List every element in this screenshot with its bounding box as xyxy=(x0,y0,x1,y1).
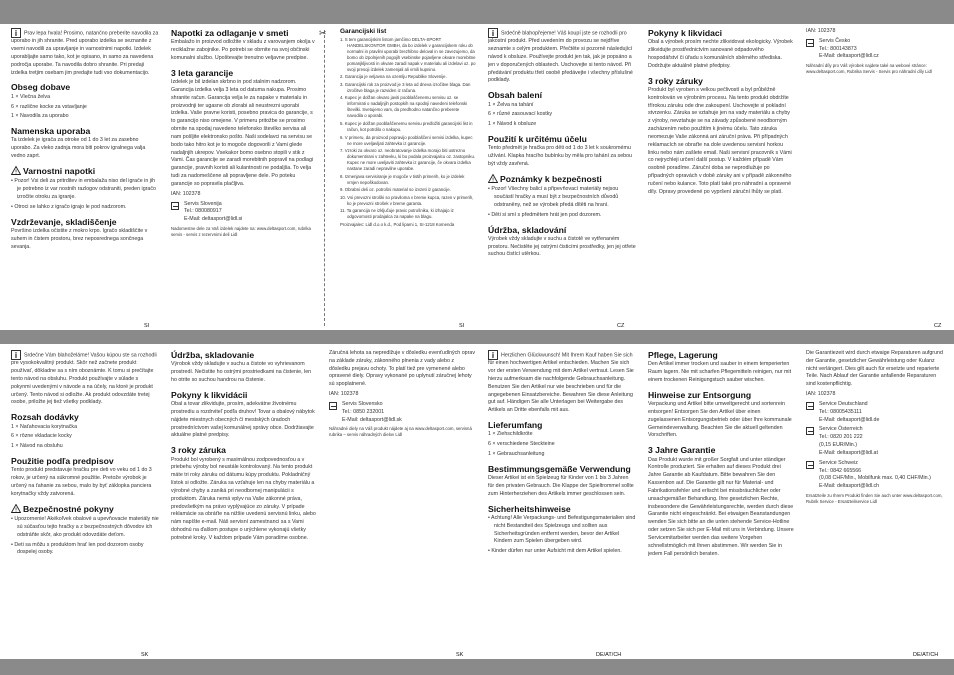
de-intro: Herzlichen Glückwunsch! Mit Ihrem Kauf haben Sie sich für einen hochwertigen Artikel entschieden. Machen Sie sich vor der ersten Verwendung mit dem Artikel vertraut. Lesen Sie hierzu aufmerksam die nachfolgende Gebrauchsanleitung. Benutzen Sie den Artikel nur wie beschrieben und für die angegebenen Einsatzbereiche. Bewahren Sie diese Anleitung gut auf. Händigen Sie alle Unterlagen bei Weitergabe des Artikels an Dritte ebenfalls mit aus. xyxy=(488,352,634,414)
warranty-item: 7. Vzroki za okvaro oz. neobratovanje izdelka morajo biti ustrezno dokumentirani v zahtevku, ki bo podala proizvajalcu oz. zastopniku. Kupec ne more uveljaviti zahtevka iz garancije, če okvara izdelka nastane zaradi nepravilne uporabe. xyxy=(340,148,476,172)
sl-obseg-1: 6 × različne kocke za vstavljanje xyxy=(11,103,87,110)
sk-spare-parts-note: Náhradné diely na Váš produkt nájdete aj na www.deltasport.com, servisná rubrika – servis náhradných dielov Lidl xyxy=(329,426,472,438)
cz-service-name: Servis Česko xyxy=(819,37,851,44)
cz-udrzba: Výrobek vždy skladujte v suchu a čistotě ve vytřenaném prostoru. Nečistěte jej ostrými čisticími prostředky, jen jej otřete suchou čistící utěrkou. xyxy=(488,235,636,258)
sk-pouzitie: Tento produkt predstavuje hračku pre deti vo veku od 1 do 3 rokov, je určený na súkromné použitie. Pretože výrobok je určený na ťahanie za sebou, malo by byť záklopka panciera korytnačky vždy zatvorená. xyxy=(11,467,152,497)
page-lang-label: CZ xyxy=(934,323,942,329)
warranty-item: 4. Kupec je dolžan okvaro javiti pooblaščenemu servisu oz. se informirati o nadaljnjih postopkih na spodnji navedeni telefonski številki. Svetujemo vam, da predhodno natančno preberete navodila o uporabi. xyxy=(340,95,468,119)
sl-garancija: Izdelek je bil izdelan skrbno in pod stalnim nadzorom. Garancija izdelka velja 3 leta od datuma nakupa. Prosimo shranite račun. Garancija velja le za napake v materialu in proizvodnji ter ugasne ob zlorabi ali neustrezni uporabi izdelka. Vaše pravne koristi, posebno pravica do garancije, s to garancijo niso omejene. V primeru pritožbe se prosimo obrnite na spodaj navedeno telefonsko številko servisa ali nam pošljite elektronsko pošto. Naši sodelavci na servisu se bodo tako hitro kot je to mogoče dogovorili z Vami glede nadaljnjih ukrepov. Vsekakor bomo osebno stopili v stik z Vami. Čas garancije se zaradi morebitnih popravil na podlagi garancije, pravnih koristi ali kulantnosti ne podaljša. To velja tudi za nadomeščene ali popravljene dele. Po poteku garancije so popravila plačljiva. xyxy=(171,79,314,187)
ch-service-tel: Tel.: 0842 665566 xyxy=(819,467,862,474)
sl-ian: IAN: 102378 xyxy=(171,190,201,197)
de-liefer-1: 6 × verschiedene Steckteine xyxy=(488,441,555,448)
warranty-item: 9. Obrabni deli oz. potrošni material so izvzeti iz garancije. xyxy=(340,187,451,193)
sk-heading-zaruka: 3 roky záruka xyxy=(171,445,226,456)
svg-text:!: ! xyxy=(15,169,17,176)
de-service-block xyxy=(806,401,946,424)
cz-service-block xyxy=(806,38,946,61)
warranty-item: 8. Izmenjava servisiranje je mogoče v tistih primerih, ko je izdelek vrnjen nepoškodovan. xyxy=(340,173,465,185)
sk-rozsah-0: 1 × Naťahovacia korytnačka xyxy=(11,423,78,430)
cz-poznamky-0: • Pozor! Všechny balicí a připevňovací materiály nejsou součástí hračky a musí být z bezpečnostních důvodů odstraněny, než se výrobek předá dítěti na hraní. xyxy=(488,186,619,208)
cz-pokyny: Obal a výrobek prosím nechte zlikvidovat ekologicky. Výrobek zlikvidujte prostřednictvím sanované odpadového hospodářství či úřadu s komunálních sběrného střediska. Dodržujte aktuálně platné předpisy. xyxy=(648,39,793,69)
ch-service-extra: (0,08 CHF/Min., Mobilfunk max. 0,40 CHF/Min.) xyxy=(819,475,931,482)
de-heading-pflege: Pflege, Lagerung xyxy=(648,350,718,360)
cz-heading-obsah: Obsah balení xyxy=(488,90,542,101)
cz-service-tel: Tel.: 800143873 xyxy=(819,45,857,52)
sk-column-3 xyxy=(329,350,475,650)
de-heading-garantie: 3 Jahre Garantie xyxy=(648,445,716,456)
de-liefer-0: 1 × Ziehschildkröte xyxy=(488,431,533,438)
de-sicherheit-0: • Achtung! Alle Verpackungs- und Befestigungsmaterialien sind nicht Bestandteil des Spielzeugs und sollten aus Sicherheitsgründen entfernt werden, bevor der Artikel Kindern zum Spielen übergeben wird. xyxy=(488,514,636,545)
page-lang-label: SK xyxy=(456,652,464,658)
de-pflege: Den Artikel immer trocken und sauber in einem temperierten Raum lagern. Nie mit scharfen Pflegemitteln reinigen, nur mit einem trockenen Reinigungstuch sauber wischen. xyxy=(648,361,792,383)
page-lang-label: SI xyxy=(459,323,465,329)
cz-service-email: E-Mail: deltasport@lidl.cz xyxy=(819,53,879,60)
sk-heading-pouzitie: Použitie podľa predpisov xyxy=(11,456,114,466)
info-icon: i xyxy=(488,28,498,38)
warning-icon xyxy=(488,174,498,185)
de-spare-parts-note: Ersatzteile zu Ihrem Produkt finden Sie auch unter www.deltasport.com, Rubrik Service - Ersatzteilservice Lidl xyxy=(806,493,943,504)
service-phone-icon xyxy=(329,402,337,410)
warranty-item: 5. Kupec je dolžan pooblaščenemu servisu predložiti garancijski list in račun, kot potrdilo o nakupu. xyxy=(340,121,473,133)
sk-text: Záručná lehota sa nepredlžuje v dôsledku evenťudlných oprav na základe záruky, zákonného plnenia z vady alebo z dôsledku prejavu ochoty. To platí tiež pre vymenené alebo opravené diely. Opravy vykonané po uplynutí záručnej lehoty sú spoplatnené. xyxy=(329,350,475,388)
sk-column-1 xyxy=(11,350,159,650)
cz-obsah-1: 6 × různé zasouvací kostky xyxy=(488,111,553,118)
sk-heading-bezp: Bezpečnostné pokyny xyxy=(23,503,114,514)
cz-obsah-0: 1 × Želva na tahání xyxy=(488,101,534,108)
cz-obsah-2: 1 × Návod k obsluze xyxy=(488,121,537,128)
ch-service-block xyxy=(806,460,946,491)
de-column-1 xyxy=(488,350,636,650)
warranty-item: 1. S tem garancijskim listom jamčimo DELTA-SPORT HANDELSKONTOR GMBH, da bo izdelek v garancijskem roku ob normalni in pravilni uporabi brezhibno deloval in se zavezujemo, da bomo ob izpolnjenih pogojih vsebinske pojavljene okvare morebitne pomanjkljivosti in okvare zaradi napak v materialu ali izdelavi oz. po svoji presoji izdelek zamenjali ali vrnili kupnino. xyxy=(340,36,476,72)
info-icon: i xyxy=(11,350,21,360)
sk-service-email: E-Mail: deltasport@lidl.sk xyxy=(342,416,402,423)
warranty-footer: Proizvajalec: Lidl d.o.o k.d., Pod lipami 1, SI-1218 Komenda xyxy=(340,221,455,227)
cut-line xyxy=(324,30,325,326)
sl-column-1 xyxy=(11,28,159,326)
sk-rozsah-1: 6 × rôzne vkladacie kocky xyxy=(11,433,72,440)
cz-heading-udrzba: Údržba, skladování xyxy=(488,224,567,235)
service-phone-icon xyxy=(806,461,814,469)
page-lang-label: DE/AT/CH xyxy=(596,652,622,658)
sk-service-tel: Tel.: 0850 232001 xyxy=(342,408,385,415)
page-lang-label: SI xyxy=(144,323,150,329)
sk-heading-rozsah: Rozsah dodávky xyxy=(11,412,79,423)
warranty-list xyxy=(340,37,476,220)
sl-varnost-0: • Pozor! Vsi deli za pritrditev in embalaža niso del igrače in jih je potrebno iz var nostnih razlogov odstraniti, preden igračo izročite otroku za igranje. xyxy=(11,178,156,201)
de-column-2 xyxy=(648,350,794,650)
de-entsorgung: Verpackung und Artikel bitte umweltgerecht und sortenrein entsorgen! Entsorgen Sie den Artikel über einen zugelassenen Entsorgungsbetrieb oder über Ihre kommunale Gemeindeverwaltung. Beachten Sie die aktuell geltenden Vorschriften. xyxy=(648,401,792,439)
sl-vzdrz: Površino izdelka očistite z mokro krpo. Igračo skladiščite v suhem in čistem prostoru, brez neposrednega sončnega sevanja. xyxy=(11,227,148,250)
sl-service-block xyxy=(171,201,317,224)
at-service-tel: Tel.: 0820 201 222 xyxy=(819,434,863,441)
sk-column-2 xyxy=(171,350,317,650)
sk-zaruka: Produkt bol vyrobený s maximálnou zodpovednosťou a v priebehu výroby bol neustále kontrolovaný. Na tento produkt máte tri roky záruku od dátumu kúpy produktu. Pokladničný lístok si odložte. Záruka sa vzťahuje len na chyby materiálu a výrobné chyby a zaniká pri neodbornej manipulácii s produktom. Záruka nemá vplyv na Vaše zákonné práva, predovšetkým na právo vyplývajúce zo záruky. V prípade reklamácie sa obráťte na nižšie uvedenú servisnú linku, alebo nám napíšte e-mail. Náš servisní zamestnanci sa s Vami dohodnú na ďalšom postupe o urýchlene vykonajú všetky potrebné kroky. V každom prípade Vám poradíme osobne. xyxy=(171,456,316,541)
cz-heading-pouziti: Použití k určitému účelu xyxy=(488,134,587,144)
warranty-item: 2. Garancija je veljavna na ozemlju Republike Slovenije. xyxy=(340,74,447,80)
sl-heading-vzdrz: Vzdrževanje, skladiščenje xyxy=(11,216,117,227)
sl-obseg-0: 1 × Vlečna želva xyxy=(11,93,51,100)
cz-column-3 xyxy=(806,28,946,326)
sl-namen: Ta izdelek je igrača za otroke od 1 do 3 let za zasebno uporabo. Za vleko zadnja mora biti pokrov igralnega valja vedno zaprt. xyxy=(11,137,146,160)
ch-service-name: Service Schweiz xyxy=(819,459,858,466)
sk-bezp-1: • Deti sa môžu s produktom hrať len pod dozorom osoby dospelej osoby. xyxy=(11,541,144,556)
sl-intro: Prav lepa hvala! Prosimo, natančno preberite navodila za uporabo in jih shranite. Pred uporabo izdelka se seznanite z vsemi navodili za upravljanje in varnostnimi napotki. Izdelek uporabljajte samo tako, kot je opisano, in samo za navedena področja uporabe. Ta navodila dobro shranite. Pri predaji izdelka tretjim osebam jim predajte tudi vso dokumentacijo. xyxy=(11,30,159,76)
service-phone-icon xyxy=(806,39,814,47)
de-heading-verwendung: Bestimmungsgemäße Verwendung xyxy=(488,463,631,474)
de-verwendung: Dieser Artikel ist ein Spielzeug für Kinder von 1 bis 3 Jahren für den privaten Gebrauch. Die Klappe der Spieltrommel sollte zum Hinterherziehen des Artikels immer geschlossen sein. xyxy=(488,475,634,497)
sk-heading-udrzba: Údržba, skladovanie xyxy=(171,350,255,360)
de-heading-sicherheit: Sicherheitshinweise xyxy=(488,503,571,514)
warning-icon xyxy=(11,504,21,515)
cz-intro: Srdečně blahopřejeme! Váš koupí jste se rozhodli pro jakostní produkt. Před uvedením do provozu se nejdříve seznamte s celým produktem. Přečtěte si pozorně následující návod k obsluze. Používejte produkt jen tak, jak je popsáno a jen v doporučených oblastech. Uschovejte si tento návod. Při předávání produktu třetí osobě předávejte i všechny příslušné podklady. xyxy=(488,30,633,84)
info-icon: i xyxy=(11,28,21,38)
sk-udrzba: Výrobok vždy skladujte v suchu a čistote vo vyhrievanom prostredí. Nečistite ho ostrými prostriedkami na čistenie, len ho otrite so suchou handrou na čistenie. xyxy=(171,361,312,383)
sl-service-tel: Tel.: 080080917 xyxy=(184,208,222,215)
de-service-email: E-Mail: deltasport@lidl.de xyxy=(819,416,880,423)
sk-service-block xyxy=(329,401,475,424)
service-phone-icon xyxy=(171,202,179,210)
cz-ian: IAN: 102378 xyxy=(806,28,836,34)
warning-icon xyxy=(11,166,21,177)
cz-heading-pokyny: Pokyny k likvidaci xyxy=(648,28,723,38)
sl-varnost-1: • Otroci se lahko z igračo igrajo le pod nadzorom. xyxy=(11,203,127,210)
sk-heading-likv: Pokyny k likvidácii xyxy=(171,389,248,400)
sl-service-name: Servis Slovenija xyxy=(184,200,222,207)
sl-heading-napotki: Napotki za odlaganje v smeti xyxy=(171,28,289,38)
svg-text:!: ! xyxy=(492,177,494,183)
page-lang-label: CZ xyxy=(617,323,625,329)
sk-bezp-0: • Upozornenie! Akékoľvek obalové a upevňovacie materiály nie sú súčasťou tejto hračky a z bezpečnostných dôvodov ich odstráňte skôr, ako produkt odovzdáte deťom. xyxy=(11,516,159,538)
de-liefer-2: 1 × Gebrauchsanleitung xyxy=(488,451,545,457)
sl-heading-varnost: Varnostni napotki xyxy=(23,165,96,176)
warranty-item: 11. Ta garancija ne izključuje pravic potrošnika, ki izhajajo iz odgovornosti prodajalca za napake na blagu. xyxy=(340,208,454,220)
svg-text:!: ! xyxy=(15,507,17,513)
de-column-3 xyxy=(806,350,946,650)
cz-column-1 xyxy=(488,28,636,326)
sk-service-name: Servis Slovensko xyxy=(342,400,383,407)
warranty-title: Garancijski list xyxy=(340,28,387,35)
page-lang-label: DE/AT/CH xyxy=(913,652,939,658)
cz-column-2 xyxy=(648,28,794,326)
sl-obseg-2: 1 × Navodila za uporabo xyxy=(11,113,69,120)
de-sicherheit-1: • Kinder dürfen nur unter Aufsicht mit dem Artikel spielen. xyxy=(488,548,622,555)
sl-heading-obseg: Obseg dobave xyxy=(11,82,71,93)
cz-heading-zaruka: 3 roky záruky xyxy=(648,75,703,86)
sl-column-2 xyxy=(171,28,317,326)
info-icon: i xyxy=(488,350,498,360)
sk-ian: IAN: 102378 xyxy=(329,391,359,398)
sk-intro: Srdečne Vám blahoželáme! Vašou kúpou ste sa rozhodli pre vysokokvalitný produkt. Skôr než začnete produkt používať, dôkladne sa s ním oboznámte. K tomu si prečítajte tento návod na obsluhu. Produkt používajte v súlade s pokynmi uvedenými v návode a na účely, na ktoré je produkt určený. Tento návod si odložte. Ak produkt odovzdáte tretej osobe, priložte jej tiež všetky podklady. xyxy=(11,352,157,406)
service-phone-icon xyxy=(806,402,814,410)
de-service-tel: Tel.: 08005435111 xyxy=(819,408,862,415)
middle-gray-band xyxy=(0,330,954,344)
de-garantie: Das Produkt wurde mit großer Sorgfalt und unter ständiger Kontrolle produziert. Sie erhalten auf dieses Produkt drei Jahre Garantie ab Kaufdatum. Bitte bewahren Sie den Kassenbon auf. Die Garantie gilt nur für Material- und Fabrikationsfehler und erlischt bei missbräuchlicher oder unsachgemäßer Behandlung. Ihre gesetzlichen Rechte, insbesondere die Gewährleistungsrechte, werden durch diese Garantie nicht eingeschränkt. Bei etwaigen Beanstandungen wenden Sie sich bitte an die unten stehende Service-Hotline oder setzen Sie sich per E-Mail mit uns in Verbindung. Unsere Servicemitarbeiter werden das weitere Vorgehen schnellstmöglich mit Ihnen abstimmen. Wir werden Sie in jedem Fall persönlich beraten. xyxy=(648,456,794,557)
warranty-item: 10. Vsi prevozni stroški so praviloma v breme kupca, razen v primerih, ko je prevozni strošek v breme garanta. xyxy=(340,194,474,206)
de-heading-liefer: Lieferumfang xyxy=(488,420,543,431)
de-service-name: Service Deutschland xyxy=(819,400,868,407)
page-lang-label: SK xyxy=(141,652,149,658)
sl-heading-namen: Namenska uporaba xyxy=(11,126,91,137)
service-phone-icon xyxy=(806,427,814,435)
bottom-gray-band xyxy=(0,659,954,675)
top-gray-band xyxy=(0,0,954,24)
cz-pouziti: Tento předmět je hračka pro děti od 1 do 3 let k soukromému užívání. Klapka hracího bubínku by měla pro tahání za sebou být vždy zavřená. xyxy=(488,145,632,167)
sk-rozsah-2: 1 × Návod na obsluhu xyxy=(11,443,63,450)
scissors-icon: ✂ xyxy=(319,28,327,38)
warranty-item: 6. V primeru, da proizvod popravijo pooblaščeni servisi izdelka, kupec ne more uveljavljati zahtevka iz garancije. xyxy=(340,134,473,146)
de-ian: IAN: 102378 xyxy=(806,391,836,398)
sl-heading-garancija: 3 leta garancije xyxy=(171,67,234,78)
de-text: Die Garantiezeit wird durch etwaige Reparaturen aufgrund der Garantie, gesetzlicher Gewährleistung oder Kulanz nicht verlängert. Dies gilt auch für ersetzte und reparierte Teile. Nach Ablauf der Garantie anfallende Reparaturen sind kostenpflichtig. xyxy=(806,350,943,388)
warranty-item: 3. Garancijski rok za proizvod je 3 leta od dneva izročitve blaga. Dan izročitve blaga je razviden iz računa. xyxy=(340,81,471,93)
at-service-block xyxy=(806,426,946,457)
at-service-extra: (0,15 EUR/Min.) xyxy=(819,442,857,449)
at-service-email: E-Mail: deltasport@lidl.at xyxy=(819,449,878,456)
sl-napotki: Embalažo in proizvod odložite v skladu z varovanjem okolja v reciklažne zabojnike. Po potrebi se obrnite na svoj občinski komunalni službo. Upoštevajte trenutno veljavne predpise. xyxy=(171,39,315,61)
cz-poznamky-1: • Děti si smí s předmětem hrát jen pod dozorem. xyxy=(488,211,602,218)
de-heading-entsorgung: Hinweise zur Entsorgung xyxy=(648,389,752,400)
ch-service-email: E-Mail: deltasport@lidl.ch xyxy=(819,483,880,490)
sl-spare-parts-note: Nadomestne dele za Vaš izdelek najdete na: www.deltasport.com, rubrika servis - servis z rezervnimi deli Lidl xyxy=(171,226,311,237)
cz-heading-poznamky: Poznámky k bezpečnosti xyxy=(500,173,602,184)
sk-likv: Obal a tovar zlikvidujte, prosím, adekvátne životnému prostrediu a rozdrviteľ podľa druhov! Tovar a obalový nábytok nájdete miestnych obecných či mestských úradoch prostredníctvom vašej komunálnej správy obce. Dodržiavajte aktuálne platné predpisy. xyxy=(171,401,315,439)
cz-zaruka: Produkt byl vyroben s velkou pečlivostí a byl průběžně kontrolován ve výrobním procesu. Na tento produkt obdržíte třírokou záruku ode dne zakoupení. Uschovejte si pokladní stvrzenku. Záruka se vztahuje jen na vady materiálu a chyby z výroby, nevztahuje se na závady způsobené neodborným zacházením nebo použitím k jinému účelu. Tato záruka neomezuje Vaše zákonná ani záruční práva. Při případných reklamacích se obraťte na dole uvedenou servisní horkou linku nebo nám zašlete email. Naši servisní pracovník s Vámi co nejrychleji určení další postup. V každém případě Vám osobně poradíme. Záruční doba se neprodlužuje po případných opravách v době záruky ani v případě zákonného ručení nebo kulance. Toto platí také pro náhradní a opravené díly. Opravy provedené po vypršení záruční lhůty se platí. xyxy=(648,86,792,195)
sl-service-email: E-Mail: deltasport@lidl.si xyxy=(184,216,243,223)
at-service-name: Service Österreich xyxy=(819,426,863,433)
sl-warranty-column xyxy=(340,28,476,326)
cz-spare-parts-note: Náhradní díly pro Váš výrobek najdete také na webové stránce: www.deltasport.com, Rubrika Servis - Servis pro náhradní díly Lidl xyxy=(806,63,932,75)
